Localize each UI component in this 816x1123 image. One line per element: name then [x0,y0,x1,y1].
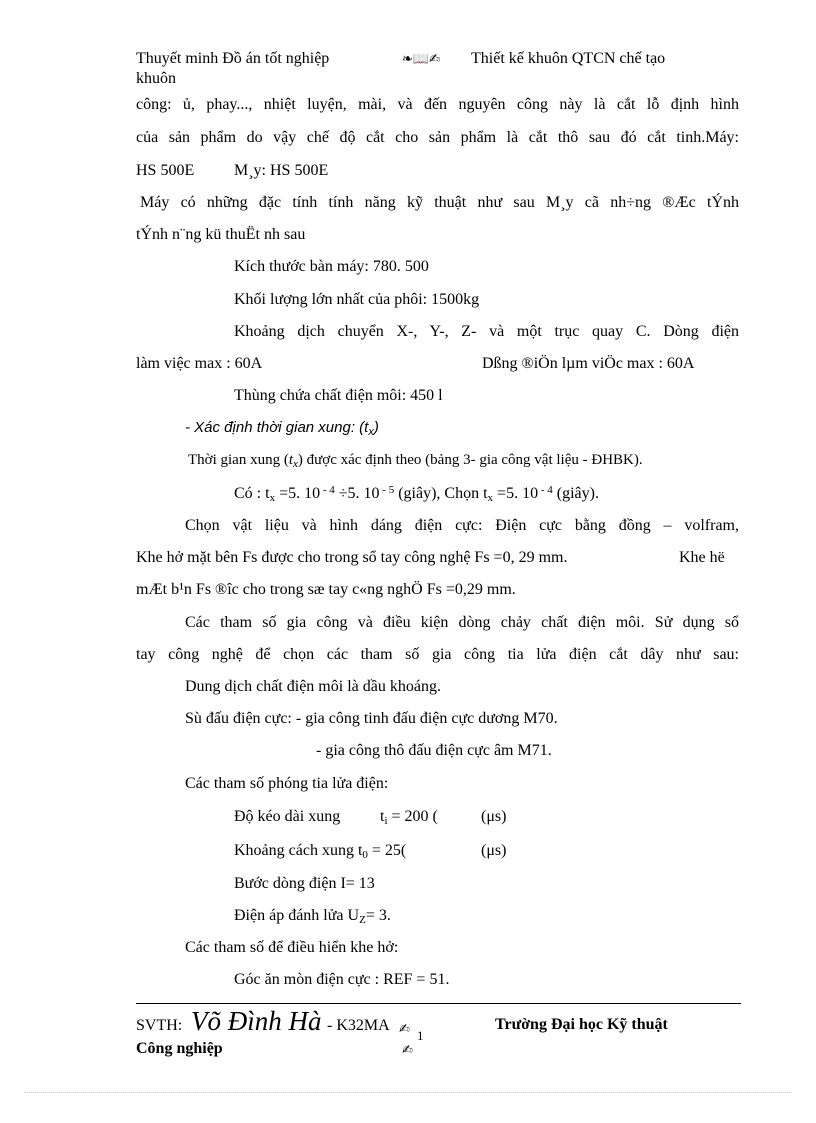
page-edge [24,1092,792,1093]
body-line-20: Sù đấu điện cực: - gia công tinh đấu điện cực dương M70. [185,710,558,727]
body-line-16: mÆt b¹n Fs ®îc cho trong sæ tay c«ng nghÖ Fs =0,29 mm. [136,581,516,598]
footer-school: Trường Đại học Kỹ thuật [495,1016,668,1033]
body-line-8: Khoảng dịch chuyển X-, Y-, Z- và một trục quay C. Dòng điện [234,323,739,340]
body-line-5: tÝnh n¨ng kü thuËt nh sau [136,226,306,243]
body-line-24b: (μs) [481,842,507,859]
body-line-4: Máy có những đặc tính tính năng kỹ thuật như sau M¸y cã nh÷ng ®Æc tÝnh [140,194,739,211]
body-line-3a: HS 500E [136,162,195,179]
body-line-22: Các tham số phóng tia lửa điện: [185,775,389,792]
footer-flourish-icon-2: ✍ [402,1043,413,1058]
body-line-23c: (μs) [481,808,507,825]
body-line-7: Khối lượng lớn nhất của phôi: 1500kg [234,291,480,308]
body-line-24a: Khoảng cách xung $t_0 = 25$( [234,842,407,861]
body-line-6: Kích thước bàn máy: 780. 500 [234,258,429,275]
body-line-26: Điện áp đánh lửa $U_Z= 3$. [234,907,391,926]
footer-author: Võ Đình Hà [191,1006,322,1036]
body-line-28: Góc ăn mòn điện cực : REF = 51. [234,971,450,988]
body-line-10: Thùng chứa chất điện môi: 450 l [234,387,443,404]
header-left: Thuyết minh Đồ án tốt nghiệp [136,50,330,67]
header-right: Thiết kế khuôn QTCN chế tạo [471,50,666,67]
body-line-11: - Xác định thời gian xung: $(t_x)$ [185,419,379,438]
footer-rule [136,1003,741,1004]
body-line-27: Các tham số để điều hiển khe hở: [185,939,399,956]
body-line-25: Bước dòng điện I= 13 [234,875,375,892]
header-wrap: khuôn [136,70,176,87]
body-line-15a: Khe hở mặt bên Fs được cho trong sổ tay công nghệ Fs =0, 29 mm. [136,549,568,566]
footer-class: - K32MA [327,1017,390,1034]
body-line-14: Chọn vật liệu và hình dáng điện cực: Điện cực bằng đồng – volfram, [185,517,739,534]
body-line-9b: Dßng ®iÖn lµm viÖc max : 60A [482,355,695,372]
header-ornament-icon: ❧📖✍ [402,52,440,67]
body-line-3b: M¸y: HS 500E [234,162,329,179]
body-line-1: công: ủ, phay..., nhiệt luyện, mài, và đến nguyên công này là cắt lỗ định hình [136,96,739,113]
body-line-9a: làm việc max : 60A [136,355,263,372]
body-line-23b: $t_i = 200$ ( [380,808,438,827]
footer-flourish-icon: ✍ [399,1022,410,1037]
footer-school-2: Công nghiệp [136,1040,223,1057]
body-line-23a: Độ kéo dài xung [234,808,341,825]
body-line-13: Có : $t_x =5$. 10 $^{- 4}$ ÷5. 10 $^{- 5}$ (giây), Chọn $t_x =5$. 10 $^{- 4}$ (giây). [234,484,599,504]
body-line-17: Các tham số gia công và điều kiện dòng chảy chất điện môi. Sử dụng sổ [185,614,739,631]
body-line-12: Thời gian xung $(t_x)$ được xác định theo (bảng 3- gia công vật liệu - ĐHBK). [188,452,643,470]
page-number: 1 [417,1028,424,1043]
body-line-18: tay công nghệ để chọn các tham số gia công tia lửa điện cắt dây như sau: [136,646,739,663]
body-line-15b: Khe hë [679,549,725,566]
body-line-19: Dung dịch chất điện môi là dầu khoáng. [185,678,441,695]
footer-svth: SVTH: [136,1017,183,1034]
body-line-21: - gia công thô đấu điện cực âm M71. [316,742,552,759]
body-line-2: của sản phẩm do vậy chế độ cắt cho sản phẩm là cắt thô sau đó cắt tinh.Máy: [136,129,739,146]
